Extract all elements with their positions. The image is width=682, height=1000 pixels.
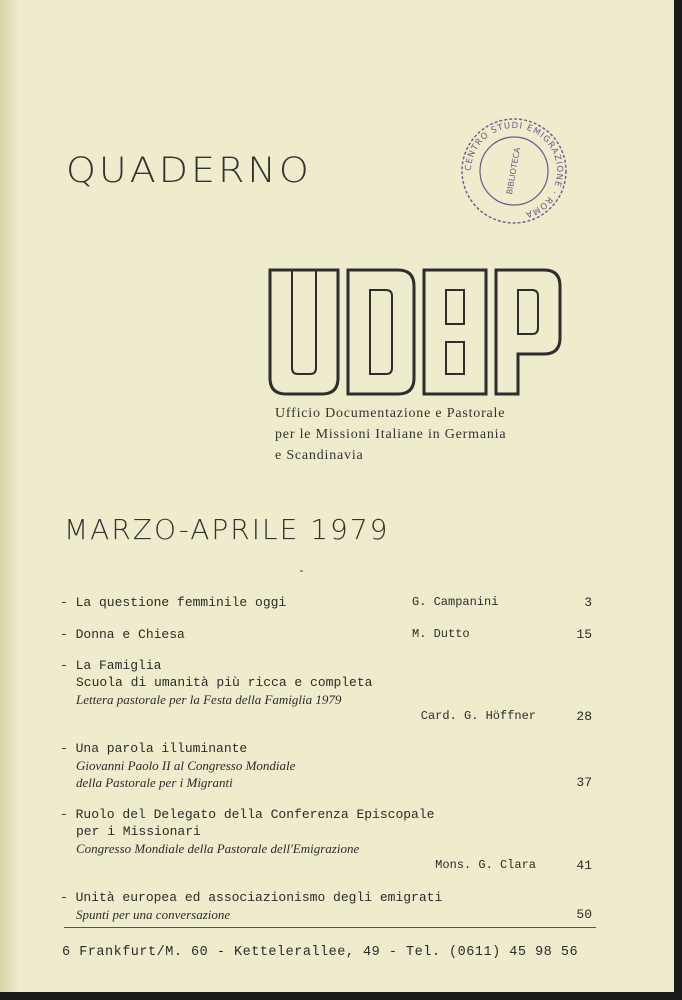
toc-subtitle: Spunti per una conversazione — [76, 907, 231, 922]
toc-subtitle: Congresso Mondiale della Pastorale dell'Emigrazione — [76, 841, 360, 856]
stamp-center-text: BIBLIOTECA — [504, 146, 523, 196]
toc-entry — [60, 806, 600, 874]
paper-speck — [300, 570, 303, 572]
toc-page-number: 41 — [576, 858, 592, 873]
toc-page-number: 15 — [576, 627, 592, 642]
page-edge-shadow — [674, 0, 682, 1000]
toc-entry — [60, 657, 600, 725]
subtitle-line: per le Missioni Italiane in Germania — [275, 427, 507, 442]
udep-logo — [266, 268, 566, 398]
udep-subtitle — [275, 403, 506, 466]
toc-title-continued: Scuola di umanità più ricca e completa — [76, 675, 373, 690]
library-stamp — [458, 115, 570, 227]
subtitle-line: Ufficio Documentazione e Pastorale — [275, 406, 506, 421]
toc-entry — [60, 594, 600, 611]
toc-title: - Unità europea ed associazionismo degli emigrati — [60, 890, 443, 905]
toc-title-continued: per i Missionari — [76, 824, 201, 839]
toc-subtitle: della Pastorale per i Migranti — [76, 775, 233, 790]
toc-title: - Donna e Chiesa — [60, 627, 185, 642]
toc-author: M. Dutto — [412, 627, 470, 641]
page-title: QUADERNO — [66, 150, 312, 191]
table-of-contents — [60, 594, 600, 933]
footer-divider — [64, 927, 596, 928]
toc-author: G. Campanini — [412, 595, 499, 609]
toc-title: - Ruolo del Delegato della Conferenza Episcopale — [60, 807, 435, 822]
toc-title: - Una parola illuminante — [60, 741, 248, 756]
footer-address: 6 Frankfurt/M. 60 - Kettelerallee, 49 - Tel. (0611) 45 98 56 — [62, 945, 579, 960]
issue-date: MARZO-APRILE 1979 — [64, 513, 390, 546]
toc-subtitle: Giovanni Paolo II al Congresso Mondiale — [76, 758, 296, 773]
toc-page-number: 50 — [576, 907, 592, 922]
toc-subtitle: Lettera pastorale per la Festa della Famiglia 1979 — [76, 692, 342, 707]
subtitle-line: e Scandinavia — [275, 448, 364, 463]
stamp-outer-text: CENTRO STUDI EMIGRAZIONE · ROMA — [463, 120, 565, 220]
toc-entry — [60, 740, 600, 791]
toc-page-number: 28 — [576, 709, 592, 724]
toc-page-number: 3 — [584, 595, 592, 610]
toc-title: - La Famiglia — [60, 658, 162, 673]
page-spine-shadow — [0, 0, 20, 1000]
toc-page-number: 37 — [576, 775, 592, 790]
toc-title: - La questione femminile oggi — [60, 595, 287, 610]
toc-entry — [60, 626, 600, 643]
page-bottom-shadow — [0, 992, 682, 1000]
toc-entry — [60, 889, 600, 923]
toc-author: Mons. G. Clara — [435, 858, 536, 872]
toc-author: Card. G. Höffner — [420, 709, 536, 723]
